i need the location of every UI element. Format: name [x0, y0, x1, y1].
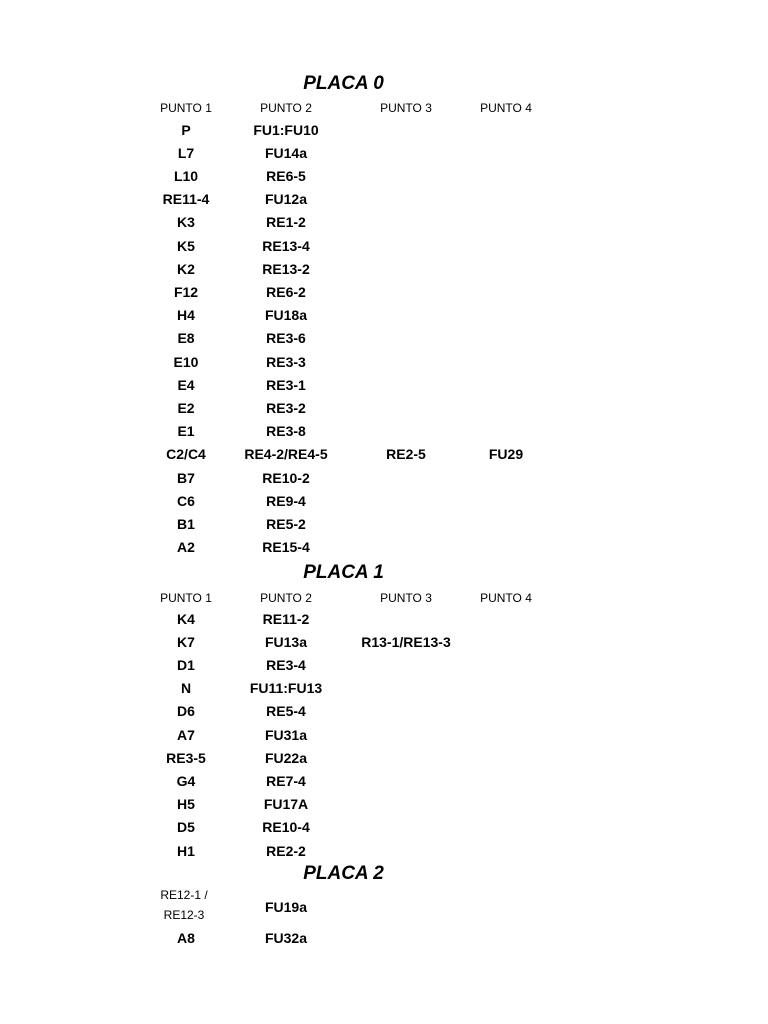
cell-punto-2: FU11:FU13	[249, 680, 323, 697]
cell-punto-2: RE11-2	[262, 610, 310, 627]
cell-punto-1: A2	[177, 539, 195, 556]
cell-punto-2: FU18a	[264, 307, 308, 324]
cell-punto-1: F12	[173, 283, 199, 300]
cell-punto-1: K2	[177, 260, 195, 277]
column-header-punto-2: PUNTO 2	[260, 591, 312, 605]
cell-punto-1: A8	[177, 930, 195, 946]
cell-punto-2: RE3-8	[266, 423, 306, 440]
cell-punto-1: RE12-1 / RE12-3	[160, 888, 208, 922]
cell-punto-4: FU29	[488, 446, 524, 463]
cell-punto-1: H4	[177, 307, 195, 324]
column-header-punto-1: PUNTO 1	[160, 101, 212, 115]
cell-punto-2: RE7-4	[266, 772, 306, 789]
cell-punto-2: RE2-2	[266, 842, 306, 859]
cell-punto-2: FU32a	[264, 930, 308, 946]
cell-punto-2: RE3-4	[266, 656, 306, 673]
cell-punto-1: K3	[177, 214, 195, 231]
cell-punto-1: E2	[177, 399, 195, 416]
cell-punto-2: RE10-2	[262, 469, 310, 486]
cell-punto-2: RE3-6	[266, 330, 306, 347]
cell-punto-3: RE2-5	[386, 446, 426, 463]
cell-punto-1: RE11-4	[162, 191, 210, 208]
cell-punto-2: RE4-2/RE4-5	[244, 446, 328, 463]
cell-punto-2: RE3-3	[266, 353, 306, 370]
cell-punto-2: RE6-5	[266, 167, 306, 184]
cell-punto-2: RE13-4	[262, 237, 310, 254]
cell-punto-2: RE3-2	[266, 399, 306, 416]
cell-punto-2: FU12a	[264, 191, 308, 208]
cell-punto-2: RE9-4	[266, 492, 306, 509]
cell-punto-2: RE6-2	[266, 283, 306, 300]
cell-punto-3: R13-1/RE13-3	[361, 633, 451, 650]
cell-punto-2: RE3-1	[266, 376, 306, 393]
cell-punto-2: RE5-2	[266, 515, 306, 532]
column-header-punto-1: PUNTO 1	[160, 591, 212, 605]
cell-punto-1: K5	[177, 237, 195, 254]
column-header-punto-2: PUNTO 2	[260, 101, 312, 115]
column-header-punto-4: PUNTO 4	[480, 591, 532, 605]
cell-punto-1: E8	[177, 330, 195, 347]
cell-punto-1: C2/C4	[166, 446, 206, 463]
cell-punto-1: D5	[177, 819, 195, 836]
cell-punto-1: A7	[177, 726, 195, 743]
cell-punto-1: B1	[177, 515, 195, 532]
cell-punto-1: D6	[177, 703, 195, 720]
section-title: PLACA 1	[303, 562, 384, 583]
cell-punto-1: B7	[177, 469, 195, 486]
cell-punto-1: K4	[177, 610, 195, 627]
cell-punto-2: FU31a	[264, 726, 308, 743]
cell-punto-1: P	[181, 121, 191, 138]
cell-punto-1: L10	[173, 167, 199, 184]
cell-punto-1: E1	[177, 423, 195, 440]
cell-punto-2: FU22a	[264, 749, 308, 766]
cell-punto-1: E10	[173, 353, 199, 370]
cell-punto-1: L7	[177, 144, 195, 161]
cell-punto-1: H5	[177, 796, 195, 813]
column-header-punto-4: PUNTO 4	[480, 101, 532, 115]
cell-punto-2: RE15-4	[262, 539, 310, 556]
cell-punto-2: FU14a	[264, 144, 308, 161]
column-header-punto-3: PUNTO 3	[380, 591, 432, 605]
cell-punto-2: FU17A	[263, 796, 309, 813]
cell-punto-1: H1	[177, 842, 195, 859]
cell-punto-1: N	[180, 680, 192, 697]
cell-punto-2: RE1-2	[266, 214, 306, 231]
cell-punto-2: FU1:FU10	[253, 121, 319, 138]
cell-punto-2: FU13a	[264, 633, 308, 650]
cell-punto-1: D1	[177, 656, 195, 673]
cell-punto-1: K7	[177, 633, 195, 650]
cell-punto-1: C6	[177, 492, 195, 509]
section-title: PLACA 0	[303, 73, 384, 94]
column-header-punto-3: PUNTO 3	[380, 101, 432, 115]
cell-punto-1: G4	[176, 772, 196, 789]
cell-punto-2: RE13-2	[262, 260, 310, 277]
cell-punto-2: RE5-4	[266, 703, 306, 720]
cell-punto-1: E4	[177, 376, 195, 393]
section-title: PLACA 2	[303, 863, 384, 884]
cell-punto-2: FU19a	[264, 899, 308, 915]
cell-punto-1: RE3-5	[166, 749, 206, 766]
cell-punto-2: RE10-4	[262, 819, 310, 836]
